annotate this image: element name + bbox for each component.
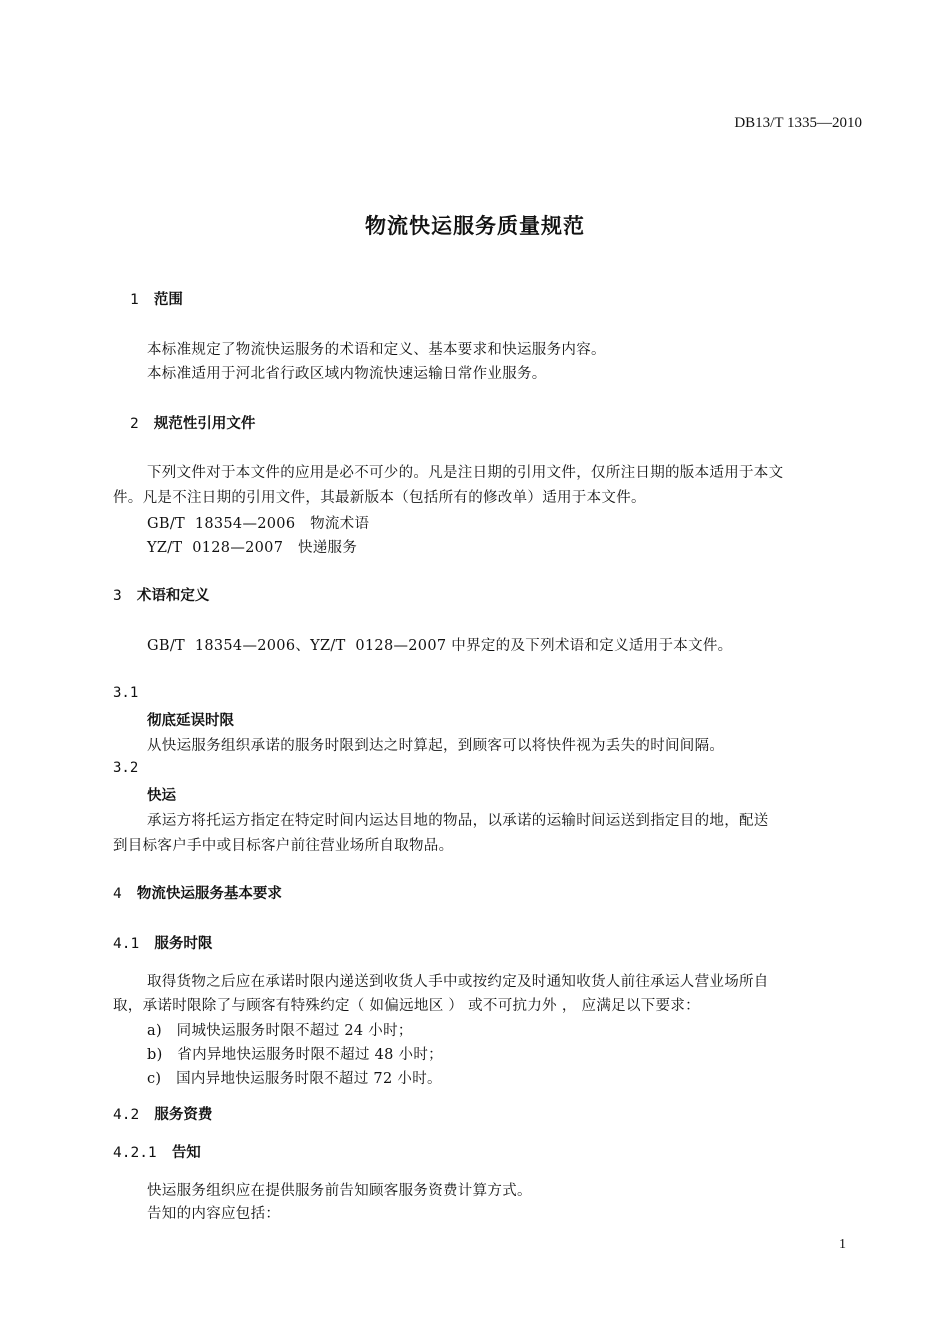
section-4-heading bbox=[113, 882, 282, 903]
subsection-title: 告知 bbox=[171, 1145, 201, 1161]
paragraph: 本标准适用于河北省行政区域内物流快速运输日常作业服务。 bbox=[147, 366, 547, 382]
subsection-4-2-1-heading bbox=[113, 1141, 201, 1162]
section-1-heading bbox=[130, 288, 183, 309]
subsection-title: 服务资费 bbox=[154, 1107, 213, 1123]
section-number: 1 bbox=[130, 292, 139, 308]
reference-item: GB/T 18354—2006 物流术语 bbox=[147, 516, 370, 532]
term-number: 3.2 bbox=[113, 760, 139, 776]
subsection-4-1-heading bbox=[113, 932, 212, 953]
section-title: 物流快运服务基本要求 bbox=[136, 886, 282, 902]
term-number: 3.1 bbox=[113, 685, 139, 701]
term-name: 快运 bbox=[147, 788, 176, 804]
paragraph: 本标准规定了物流快运服务的术语和定义、基本要求和快运服务内容。 bbox=[147, 342, 606, 358]
section-title: 范围 bbox=[153, 292, 183, 308]
section-title: 术语和定义 bbox=[136, 588, 210, 604]
paragraph-line: 下列文件对于本文件的应用是必不可少的。凡是注日期的引用文件，仅所注日期的版本适用于本文 bbox=[147, 465, 784, 481]
subsection-number: 4.2 bbox=[113, 1107, 140, 1123]
term-definition-line: 承运方将托运方指定在特定时间内运达目地的物品，以承诺的运输时间运送到指定目的地，配送 bbox=[147, 813, 769, 829]
list-item bbox=[147, 1043, 443, 1064]
document-title: 物流快运服务质量规范 bbox=[365, 214, 585, 238]
paragraph-line: 件。凡是不注日期的引用文件，其最新版本（包括所有的修改单）适用于本文件。 bbox=[113, 490, 646, 506]
subsection-title: 服务时限 bbox=[154, 936, 213, 952]
section-3-heading bbox=[113, 584, 209, 605]
paragraph: 快运服务组织应在提供服务前告知顾客服务资费计算方式。 bbox=[147, 1183, 532, 1199]
subsection-number: 4.2.1 bbox=[113, 1145, 157, 1161]
paragraph: 告知的内容应包括： bbox=[147, 1206, 281, 1222]
paragraph-line: 取得货物之后应在承诺时限内递送到收货人手中或按约定及时通知收货人前往承运人营业场所自 bbox=[147, 974, 769, 990]
section-title: 规范性引用文件 bbox=[153, 416, 256, 432]
term-name: 彻底延误时限 bbox=[147, 713, 234, 729]
section-number: 3 bbox=[113, 588, 122, 604]
section-number: 2 bbox=[130, 416, 139, 432]
subsection-4-2-heading bbox=[113, 1103, 212, 1124]
paragraph-line: 取，承诺时限除了与顾客有特殊约定（ 如偏远地区 ） 或不可抗力外 ， 应满足以下要求： bbox=[113, 998, 700, 1014]
list-text: 省内异地快运服务时限不超过 48 小时； bbox=[177, 1047, 443, 1063]
list-label: b) bbox=[147, 1047, 163, 1063]
list-label: c) bbox=[147, 1071, 162, 1087]
list-item bbox=[147, 1019, 413, 1040]
section-2-heading bbox=[130, 412, 255, 433]
list-text: 同城快运服务时限不超过 24 小时； bbox=[176, 1023, 413, 1039]
reference-item: YZ/T 0128—2007 快递服务 bbox=[147, 540, 358, 556]
standard-code: DB13/T 1335—2010 bbox=[734, 115, 862, 131]
subsection-number: 4.1 bbox=[113, 936, 140, 952]
term-definition: 从快运服务组织承诺的服务时限到达之时算起，到顾客可以将快件视为丢失的时间间隔。 bbox=[147, 738, 725, 754]
list-item bbox=[147, 1067, 442, 1088]
list-text: 国内异地快运服务时限不超过 72 小时。 bbox=[176, 1071, 442, 1087]
term-definition-line: 到目标客户手中或目标客户前往营业场所自取物品。 bbox=[113, 838, 454, 854]
section-number: 4 bbox=[113, 886, 122, 902]
paragraph: GB/T 18354—2006、YZ/T 0128—2007 中界定的及下列术语和定义适用于本文件。 bbox=[147, 638, 733, 654]
page-number: 1 bbox=[839, 1237, 846, 1252]
list-label: a) bbox=[147, 1023, 162, 1039]
